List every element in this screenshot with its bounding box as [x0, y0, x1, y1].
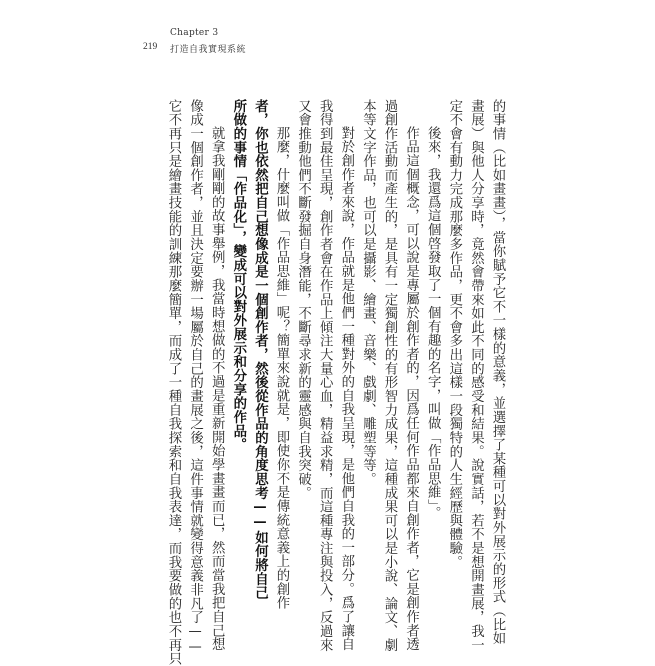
- text-column: 的事情（比如畫畫），當你賦予它不一樣的意義，並選擇了某種可以對外展示的形式（比如: [490, 99, 505, 646]
- text-column: 後來，我還爲這個啓發取了一個有趣的名字，叫做「作品思維」。: [425, 126, 441, 521]
- text-column: 就拿我剛剛的故事舉例，我當時想做的不過是重新開始學畫畫而已，然而當我把自己想: [209, 126, 225, 652]
- text-column: 本等文字作品，也可以是攝影、繪畫、音樂、戲劇、雕塑等等。: [360, 99, 376, 486]
- chapter-label: Chapter 3: [170, 28, 219, 38]
- text-column: 過創作活動而產生的，是具有一定獨創性的有形智力成果，這種成果可以是小說、論文、劇: [382, 99, 397, 652]
- page-header: [143, 28, 343, 62]
- text-column: 像成一個創作者，並且決定要辦一場屬於自己的畫展之後，這件事情就變得意義非凡了——: [187, 99, 203, 655]
- text-column: 對於創作者來說，作品就是他們一種對外的自我呈現，是他們自我的一部分。爲了讓自: [338, 126, 354, 652]
- text-column: 它不再只是繪畫技能的訓練那麼簡單，而成了一種自我探索和自我表達，而我要做的也不再只: [166, 99, 181, 666]
- text-column: 又會推動他們不斷發掘自身潛能，不斷尋求新的靈感與自我突破。: [295, 99, 311, 500]
- body-text: [154, 99, 505, 666]
- text-column: 那麼，什麼叫做「作品思維」呢？簡單來說就是，即使你不是傳統意義上的創作: [274, 126, 289, 610]
- text-column: 畫展）與他人分享時，竟然會帶來如此不同的感受和結果。說實話，若不是想開畫展，我一: [468, 99, 484, 652]
- text-column: 定不會有動力完成那麼多作品，更不會多出這樣一段獨特的人生經歷與體驗。: [446, 99, 462, 569]
- text-column: 我得到最佳呈現，創作者會在作品上傾注大量心血，精益求精，而這種專注與投入，反過來: [317, 99, 333, 652]
- running-title: 打造自我實現系統: [170, 45, 247, 55]
- emphasis-column: 所做的事情「作品化」，變成可以對外展示和分享的作品。: [230, 99, 246, 452]
- emphasis-column: 者，你也依然把自己想像成是一個創作者，然後從作品的角度思考——如何將自己: [252, 99, 268, 600]
- page-number: 219: [143, 42, 158, 52]
- text-column: 作品這個概念，可以說是專屬於創作者的，因爲任何作品都來自創作者，它是創作者透: [403, 126, 419, 652]
